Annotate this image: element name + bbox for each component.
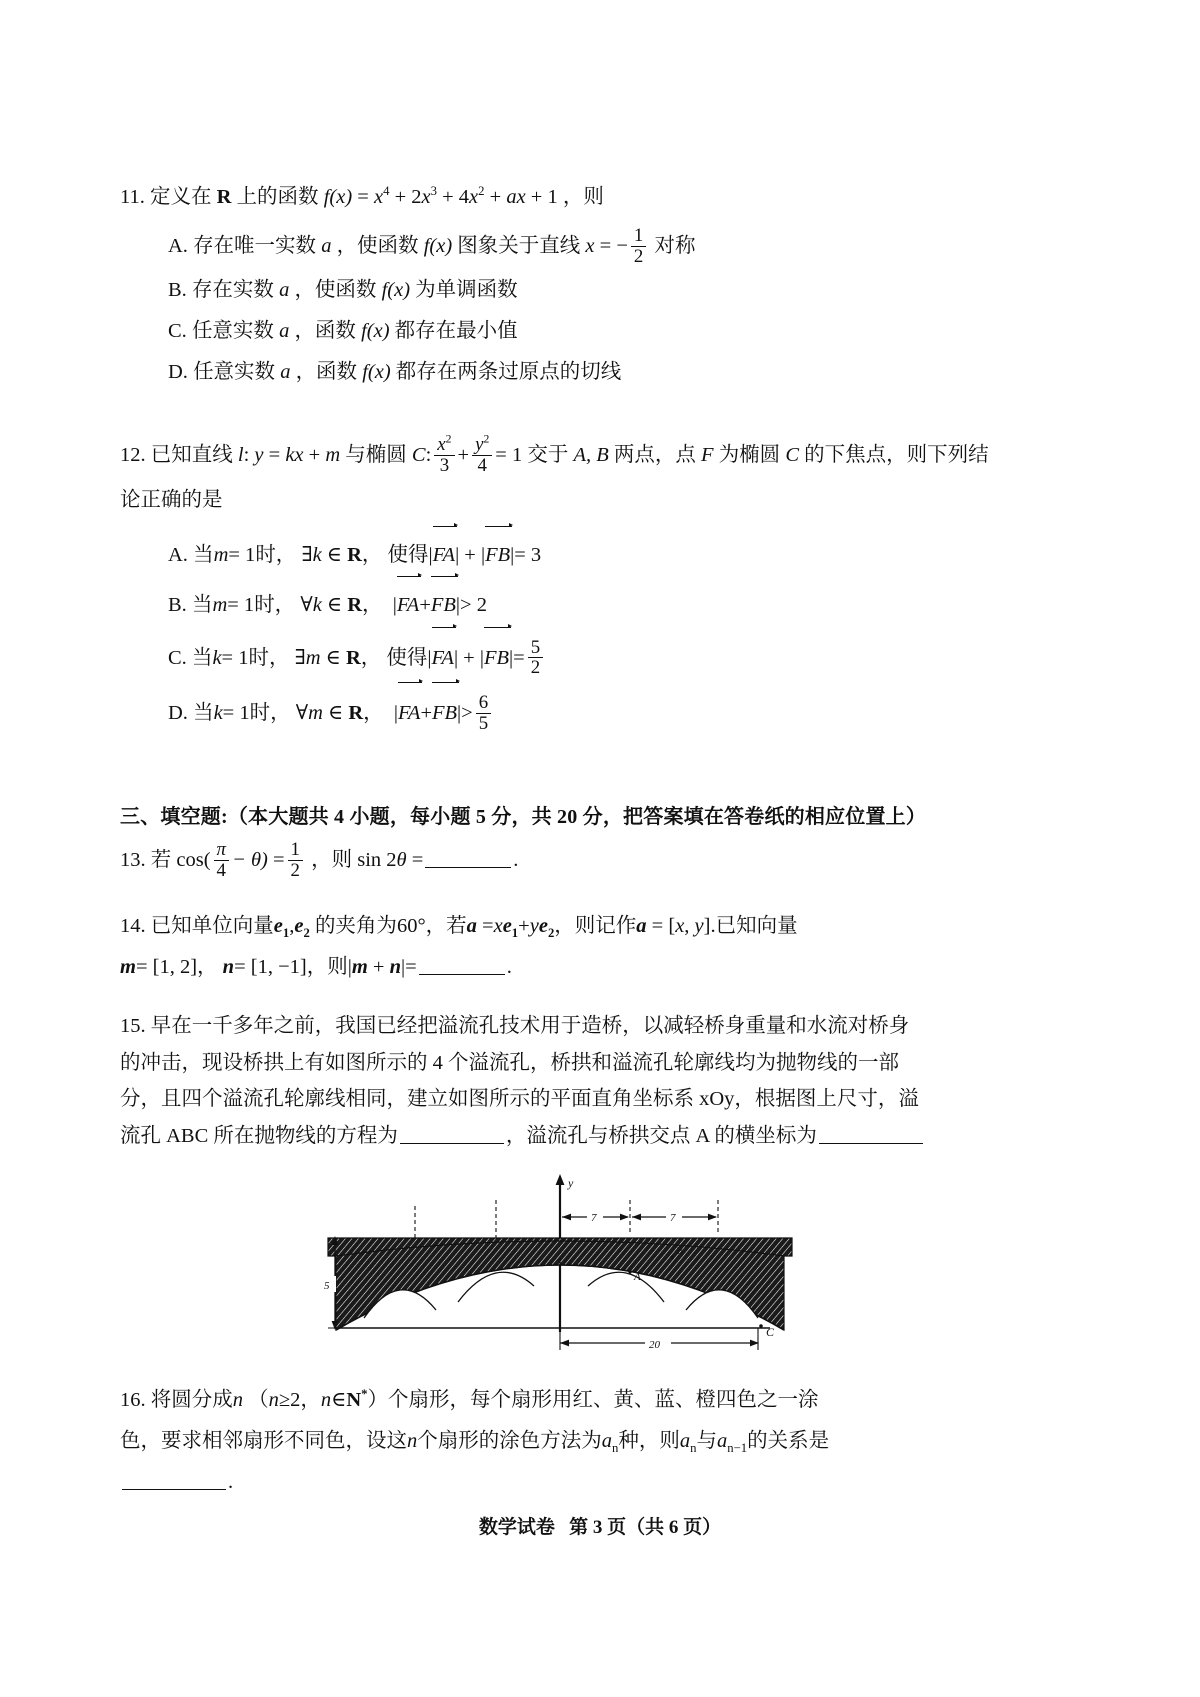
q12-option-c-label: C. bbox=[168, 646, 187, 669]
q11-function-fx: f(x) bbox=[323, 186, 353, 208]
q12-option-b-var: m bbox=[212, 594, 228, 617]
q16-line-1 bbox=[120, 1380, 1000, 1421]
q11-option-b-text1: 存在实数 bbox=[191, 279, 274, 302]
q11-option-c-label: C. bbox=[168, 320, 187, 343]
q16-a-n: $a_n$ bbox=[601, 1430, 619, 1456]
q14-number: 14. bbox=[120, 915, 146, 938]
q12-option-d-rel: > bbox=[461, 701, 473, 724]
q11-option-c-text2: ，函数 bbox=[294, 320, 356, 343]
q12-ellipse-C: C bbox=[411, 444, 426, 467]
q12-stem-3: 交于 bbox=[527, 444, 569, 467]
q11-option-d-text2: ，函数 bbox=[295, 361, 358, 384]
q16-comma: ， bbox=[300, 1389, 321, 1412]
q12-option-a-expr: |FA| + |FB| bbox=[429, 544, 515, 566]
q13-comma: ，则 bbox=[311, 849, 353, 872]
q15-line-4 bbox=[120, 1118, 1000, 1154]
q12-option-c-qvar: m bbox=[305, 646, 321, 669]
q12-option-d-label: D. bbox=[168, 701, 188, 724]
q12-stem-5: 为椭圆 bbox=[718, 444, 781, 467]
q12-option-c-shi: 时， bbox=[248, 646, 290, 669]
q12-option-a-R: R bbox=[347, 544, 362, 567]
q12-option-a-quantifier: ∃ bbox=[301, 544, 313, 567]
q14-text-4: ，则记作 bbox=[554, 915, 637, 938]
q14-text-2: 的夹角为 bbox=[314, 915, 397, 938]
point-C-marker bbox=[759, 1325, 763, 1329]
q15-line-1 bbox=[120, 1008, 1000, 1044]
q13-period: . bbox=[513, 849, 519, 872]
q15-line-2: 的冲击，现设桥拱上有如图所示的 4 个溢流孔，桥拱和溢流孔轮廓线均为抛物线的一部 bbox=[120, 1051, 899, 1074]
question-14-line2 bbox=[120, 947, 1000, 988]
q11-option-a-text3: 图象关于直线 bbox=[457, 234, 581, 257]
q11-option-b bbox=[168, 270, 1000, 311]
q12-option-b-label: B. bbox=[168, 594, 187, 617]
q16-n-4: n bbox=[407, 1430, 418, 1453]
q11-number: 11. bbox=[120, 186, 145, 208]
q16-paren-open: （ bbox=[248, 1389, 269, 1412]
q11-option-d-var: a bbox=[280, 361, 291, 384]
q11-stem-mid: 上的函数 bbox=[236, 186, 319, 208]
footer-paper-title: 数学试卷 bbox=[478, 1517, 555, 1538]
q15-line-3: 分，且四个溢流孔轮廓线相同，建立如图所示的平面直角坐标系 xOy，根据图上尺寸，溢 bbox=[120, 1088, 919, 1111]
q12-option-c-make: 使得 bbox=[386, 646, 428, 669]
q12-option-c-rel: = bbox=[513, 646, 525, 669]
q13-fraction-1-2: $\frac{1}{2}$ bbox=[288, 840, 303, 881]
q12-option-b-in: ∈ bbox=[326, 594, 343, 617]
q13-number: 13. bbox=[120, 849, 146, 872]
q16-text-2d: 与 bbox=[696, 1430, 717, 1453]
q12-option-b-cond: = 1 bbox=[227, 594, 255, 617]
q11-option-a-fraction: $\frac{1}{2}$ bbox=[631, 226, 646, 267]
q16-line-3 bbox=[120, 1462, 1000, 1503]
q12-option-d bbox=[168, 685, 1000, 740]
q16-in-sign: ∈ bbox=[331, 1389, 347, 1412]
q12-line-l: l bbox=[237, 444, 244, 467]
q13-cos-open: cos( bbox=[176, 849, 211, 872]
q11-option-a-text1: 存在唯一实数 bbox=[193, 234, 317, 257]
q13-fraction-pi-4: $\frac{\pi}{4}$ bbox=[214, 840, 229, 881]
q16-two: 2 bbox=[290, 1389, 301, 1412]
section-3-heading: 三、填空题:（本大题共 4 小题，每小题 5 分，共 20 分，把答案填在答卷纸的相应位置上） bbox=[120, 806, 927, 829]
q11-stem-pre: 定义在 bbox=[150, 186, 212, 208]
q11-option-a-fx: f(x) bbox=[423, 234, 453, 257]
q12-option-a-when: 当 bbox=[193, 544, 214, 567]
q12-number: 12. bbox=[120, 444, 146, 467]
q12-stem-6: 的下焦点，则下列结论正确的是 bbox=[120, 444, 989, 512]
q12-option-c-expr: |FA| + |FB| bbox=[427, 647, 513, 669]
q16-N-star: N* bbox=[346, 1387, 368, 1412]
q12-option-a-shi: 时， bbox=[255, 544, 297, 567]
q12-option-b-qvar: k bbox=[312, 594, 322, 617]
q11-option-b-var: a bbox=[279, 279, 290, 302]
footer-page-label: 第 3 页（共 6 页） bbox=[569, 1517, 722, 1538]
q15-number: 15. bbox=[120, 1015, 146, 1038]
q11-option-b-text3: 为单调函数 bbox=[415, 279, 518, 302]
q15-answer-blank-1[interactable] bbox=[400, 1123, 504, 1144]
q12-stem-2: 与椭圆 bbox=[345, 444, 407, 467]
q12-option-a bbox=[168, 529, 1000, 579]
q11-option-a-var: a bbox=[321, 234, 332, 257]
q15-text-line4b: ，溢流孔与桥拱交点 A 的横坐标为 bbox=[505, 1124, 817, 1147]
q12-stem-4: 两点，点 bbox=[613, 444, 696, 467]
q12-option-a-comma: ， bbox=[361, 544, 383, 567]
bridge-overflow-hole-diagram bbox=[300, 1160, 820, 1360]
q16-n-3: n bbox=[320, 1389, 332, 1412]
q12-option-a-label: A. bbox=[168, 544, 188, 567]
q12-option-b-expr: |FA+FB| bbox=[388, 594, 460, 616]
q12-option-d-quantifier: ∀ bbox=[295, 701, 309, 724]
q12-option-a-in: ∈ bbox=[326, 544, 342, 567]
q14-vector-a2: a bbox=[636, 915, 647, 938]
q12-option-b-rel: > 2 bbox=[460, 594, 487, 617]
point-B-marker bbox=[670, 1256, 673, 1259]
q16-n-1: n bbox=[232, 1389, 243, 1412]
q14-n-eq: = [1, −1] bbox=[234, 956, 307, 979]
q14-e1: $e_1$ bbox=[273, 915, 290, 941]
q16-text-2b: 个扇形的涂色方法为 bbox=[417, 1430, 602, 1453]
q16-n-2: n bbox=[268, 1389, 279, 1412]
question-11: 11. 定义在 R 上的函数 $f(x) = x^4 + 2x^3 + 4x^2$ + ax + 1 ，则 bbox=[120, 184, 604, 208]
q14-comma-1: , bbox=[289, 915, 295, 938]
q12-option-d-var: k bbox=[213, 701, 223, 724]
q11-option-c-var: a bbox=[279, 320, 290, 343]
q12-option-d-when: 当 bbox=[193, 701, 214, 724]
q15-text-line4a: 流孔 ABC 所在抛物线的方程为 bbox=[120, 1124, 398, 1147]
q13-sin-expr: sin 2θ bbox=[357, 849, 407, 872]
q12-option-a-var: m bbox=[213, 544, 229, 567]
q16-answer-blank[interactable] bbox=[122, 1470, 226, 1491]
q12-ellipse-colon: : bbox=[425, 444, 432, 467]
dimension-5-label: 5 bbox=[324, 1280, 330, 1293]
q12-option-c-var: k bbox=[212, 646, 222, 669]
q12-option-d-comma: ， bbox=[363, 701, 384, 724]
q13-eq2: = bbox=[411, 849, 424, 872]
point-C-label: C bbox=[766, 1325, 775, 1340]
q12-option-c-when: 当 bbox=[191, 646, 213, 669]
q13-eq: = bbox=[272, 849, 285, 872]
q14-text-3: ，若 bbox=[425, 915, 467, 938]
q11-option-a-text4: 对称 bbox=[654, 234, 696, 257]
q12-option-c-fraction: $\frac{5}{2}$ bbox=[528, 638, 543, 679]
q12-option-c bbox=[168, 630, 1000, 685]
q11-option-a-eqvar: x bbox=[585, 234, 595, 257]
q12-line-equation: y = kx + m bbox=[254, 444, 341, 467]
q11-stem-post: ，则 bbox=[562, 186, 604, 208]
q16-period: . bbox=[228, 1471, 234, 1494]
q14-vector-m: m bbox=[120, 956, 136, 979]
q11-option-d-fx: f(x) bbox=[362, 361, 391, 384]
q12-option-d-fraction: $\frac{6}{5}$ bbox=[476, 693, 491, 734]
q12-option-c-comma: ， bbox=[360, 646, 382, 669]
q12-eq1: = 1 bbox=[495, 444, 523, 467]
q16-text-1a: 将圆分成 bbox=[150, 1389, 233, 1412]
point-B-label: B bbox=[676, 1245, 683, 1258]
point-A-label: A bbox=[634, 1271, 641, 1284]
q14-xe1: $xe_1$ bbox=[493, 915, 519, 941]
q12-option-d-expr: |FA+FB| bbox=[389, 702, 461, 724]
q12-option-d-cond: = 1 bbox=[222, 701, 250, 724]
q12-option-c-R: R bbox=[345, 646, 361, 669]
q11-option-c-fx: f(x) bbox=[361, 320, 390, 343]
q11-option-b-text2: ，使函数 bbox=[294, 279, 377, 302]
q11-option-c bbox=[168, 311, 1000, 352]
q12-option-a-make: 使得 bbox=[387, 544, 429, 567]
q12-option-c-in: ∈ bbox=[325, 646, 341, 669]
q14-eq-1: = bbox=[482, 915, 494, 938]
question-15 bbox=[120, 1008, 1000, 1154]
q14-answer-blank[interactable] bbox=[419, 955, 505, 976]
q16-text-2a: 色，要求相邻扇形不同色，设这 bbox=[120, 1430, 407, 1453]
q16-text-2c: 种，则 bbox=[618, 1430, 680, 1453]
q11-option-c-text3: 都存在最小值 bbox=[394, 320, 518, 343]
q16-text-2e: 的关系是 bbox=[747, 1430, 830, 1453]
q16-line-2 bbox=[120, 1421, 1000, 1462]
dimension-20-label: 20 bbox=[649, 1339, 660, 1352]
q14-period: . bbox=[506, 956, 512, 979]
q11-option-a-text2: ，使函数 bbox=[336, 234, 419, 257]
point-A-marker bbox=[628, 1271, 631, 1274]
q13-answer-blank[interactable] bbox=[425, 848, 511, 869]
q12-fraction-x2-3: $\frac{x^2}{3}$ bbox=[434, 435, 454, 476]
q12-points-AB: A, B bbox=[573, 444, 609, 467]
q12-option-d-qvar: m bbox=[308, 701, 323, 724]
q14-text-6: ，则 bbox=[306, 956, 348, 979]
q11-option-b-fx: f(x) bbox=[381, 279, 411, 302]
q14-m-eq: = [1, 2] bbox=[135, 956, 198, 979]
q16-a-n-2: $a_n$ bbox=[679, 1430, 697, 1456]
q11-set-R: R bbox=[216, 186, 232, 208]
q14-eq-2: = [x, y] bbox=[646, 915, 711, 938]
q12-option-b-shi: 时， bbox=[254, 594, 296, 617]
q11-option-d bbox=[168, 352, 1000, 393]
q12-option-b-quantifier: ∀ bbox=[300, 594, 313, 617]
q12-option-a-qvar: k bbox=[312, 544, 322, 567]
q14-vector-n: n bbox=[222, 956, 235, 979]
q16-text-1c: ）个扇形，每个扇形用红、黄、蓝、橙四色之一涂 bbox=[367, 1389, 819, 1412]
q11-option-d-text3: 都存在两条过原点的切线 bbox=[395, 361, 622, 384]
q12-option-c-quantifier: ∃ bbox=[294, 646, 306, 669]
q12-option-d-in: ∈ bbox=[328, 701, 344, 724]
y-axis-label: y bbox=[568, 1176, 574, 1191]
q15-answer-blank-2[interactable] bbox=[819, 1123, 923, 1144]
q11-option-a-eq: = − bbox=[599, 234, 628, 257]
q15-text-line1: 早在一千多年之前，我国已经把溢流孔技术用于造桥，以减轻桥身重量和水流对桥身 bbox=[150, 1015, 910, 1038]
q14-e2: $e_2$ bbox=[294, 915, 310, 941]
q12-option-a-cond: = 1 bbox=[228, 544, 256, 567]
q12-option-d-R: R bbox=[348, 701, 364, 724]
q14-abs-expr: |m + n| bbox=[347, 956, 406, 979]
q12-option-b-comma: ， bbox=[362, 594, 383, 617]
page-content bbox=[120, 180, 1000, 1503]
q14-plus: + bbox=[518, 915, 530, 938]
dimension-7-left bbox=[562, 1209, 629, 1224]
question-13 bbox=[120, 835, 1000, 886]
q14-eq-3: = bbox=[405, 956, 417, 979]
question-14 bbox=[120, 906, 1000, 947]
q12-option-a-rel: = 3 bbox=[514, 544, 542, 567]
q11-option-d-label: D. bbox=[168, 361, 188, 384]
q12-option-b-when: 当 bbox=[191, 594, 213, 617]
q14-comma-2: ， bbox=[197, 956, 218, 979]
dimension-7-right bbox=[632, 1209, 717, 1224]
q15-figure-wrapper bbox=[120, 1160, 1000, 1360]
q11-option-c-text1: 任意实数 bbox=[191, 320, 274, 343]
q12-option-b-R: R bbox=[347, 594, 363, 617]
q12-stem-1: 已知直线 bbox=[150, 444, 233, 467]
q12-option-c-cond: = 1 bbox=[221, 646, 249, 669]
page-footer bbox=[0, 1512, 1200, 1539]
q12-option-b bbox=[168, 579, 1000, 629]
q12-point-F: F bbox=[701, 444, 714, 467]
q12-colon: : bbox=[243, 444, 250, 467]
question-12: 12. 已知直线 l: y = kx + m 与椭圆 C: $\frac{x^2}{3}$ + $\frac{y^2}{4}$ = 1 交于 A, B 两点，点 F 为椭圆 C 的下焦点，则下列结论正确的是 bbox=[120, 432, 989, 512]
q13-ruo: 若 bbox=[150, 849, 172, 872]
q11-option-b-label: B. bbox=[168, 279, 187, 302]
q12-ellipse-C2: C bbox=[785, 444, 799, 467]
q13-minus-theta: − θ) bbox=[231, 849, 268, 872]
dimension-7-left-label: 7 bbox=[591, 1212, 597, 1225]
q12-fraction-y2-4: $\frac{y^2}{4}$ bbox=[472, 435, 492, 476]
q16-number: 16. bbox=[120, 1389, 146, 1412]
q16-ge-sign: ≥ bbox=[278, 1389, 291, 1412]
q12-option-d-shi: 时， bbox=[249, 701, 291, 724]
q11-option-d-text1: 任意实数 bbox=[193, 361, 276, 384]
q11-option-a-label: A. bbox=[168, 234, 188, 257]
q16-a-n-minus-1: $a_{n-1}$ bbox=[716, 1430, 748, 1456]
q14-text-1: 已知单位向量 bbox=[150, 915, 274, 938]
q14-degree: 60° bbox=[396, 915, 426, 938]
question-16 bbox=[120, 1380, 1000, 1503]
q14-vector-a: a bbox=[466, 915, 477, 938]
q14-text-5: .已知向量 bbox=[710, 915, 798, 938]
q11-option-a bbox=[168, 222, 1000, 270]
q14-ye2: $ye_2$ bbox=[529, 915, 555, 941]
dimension-7-right-label: 7 bbox=[670, 1212, 676, 1225]
